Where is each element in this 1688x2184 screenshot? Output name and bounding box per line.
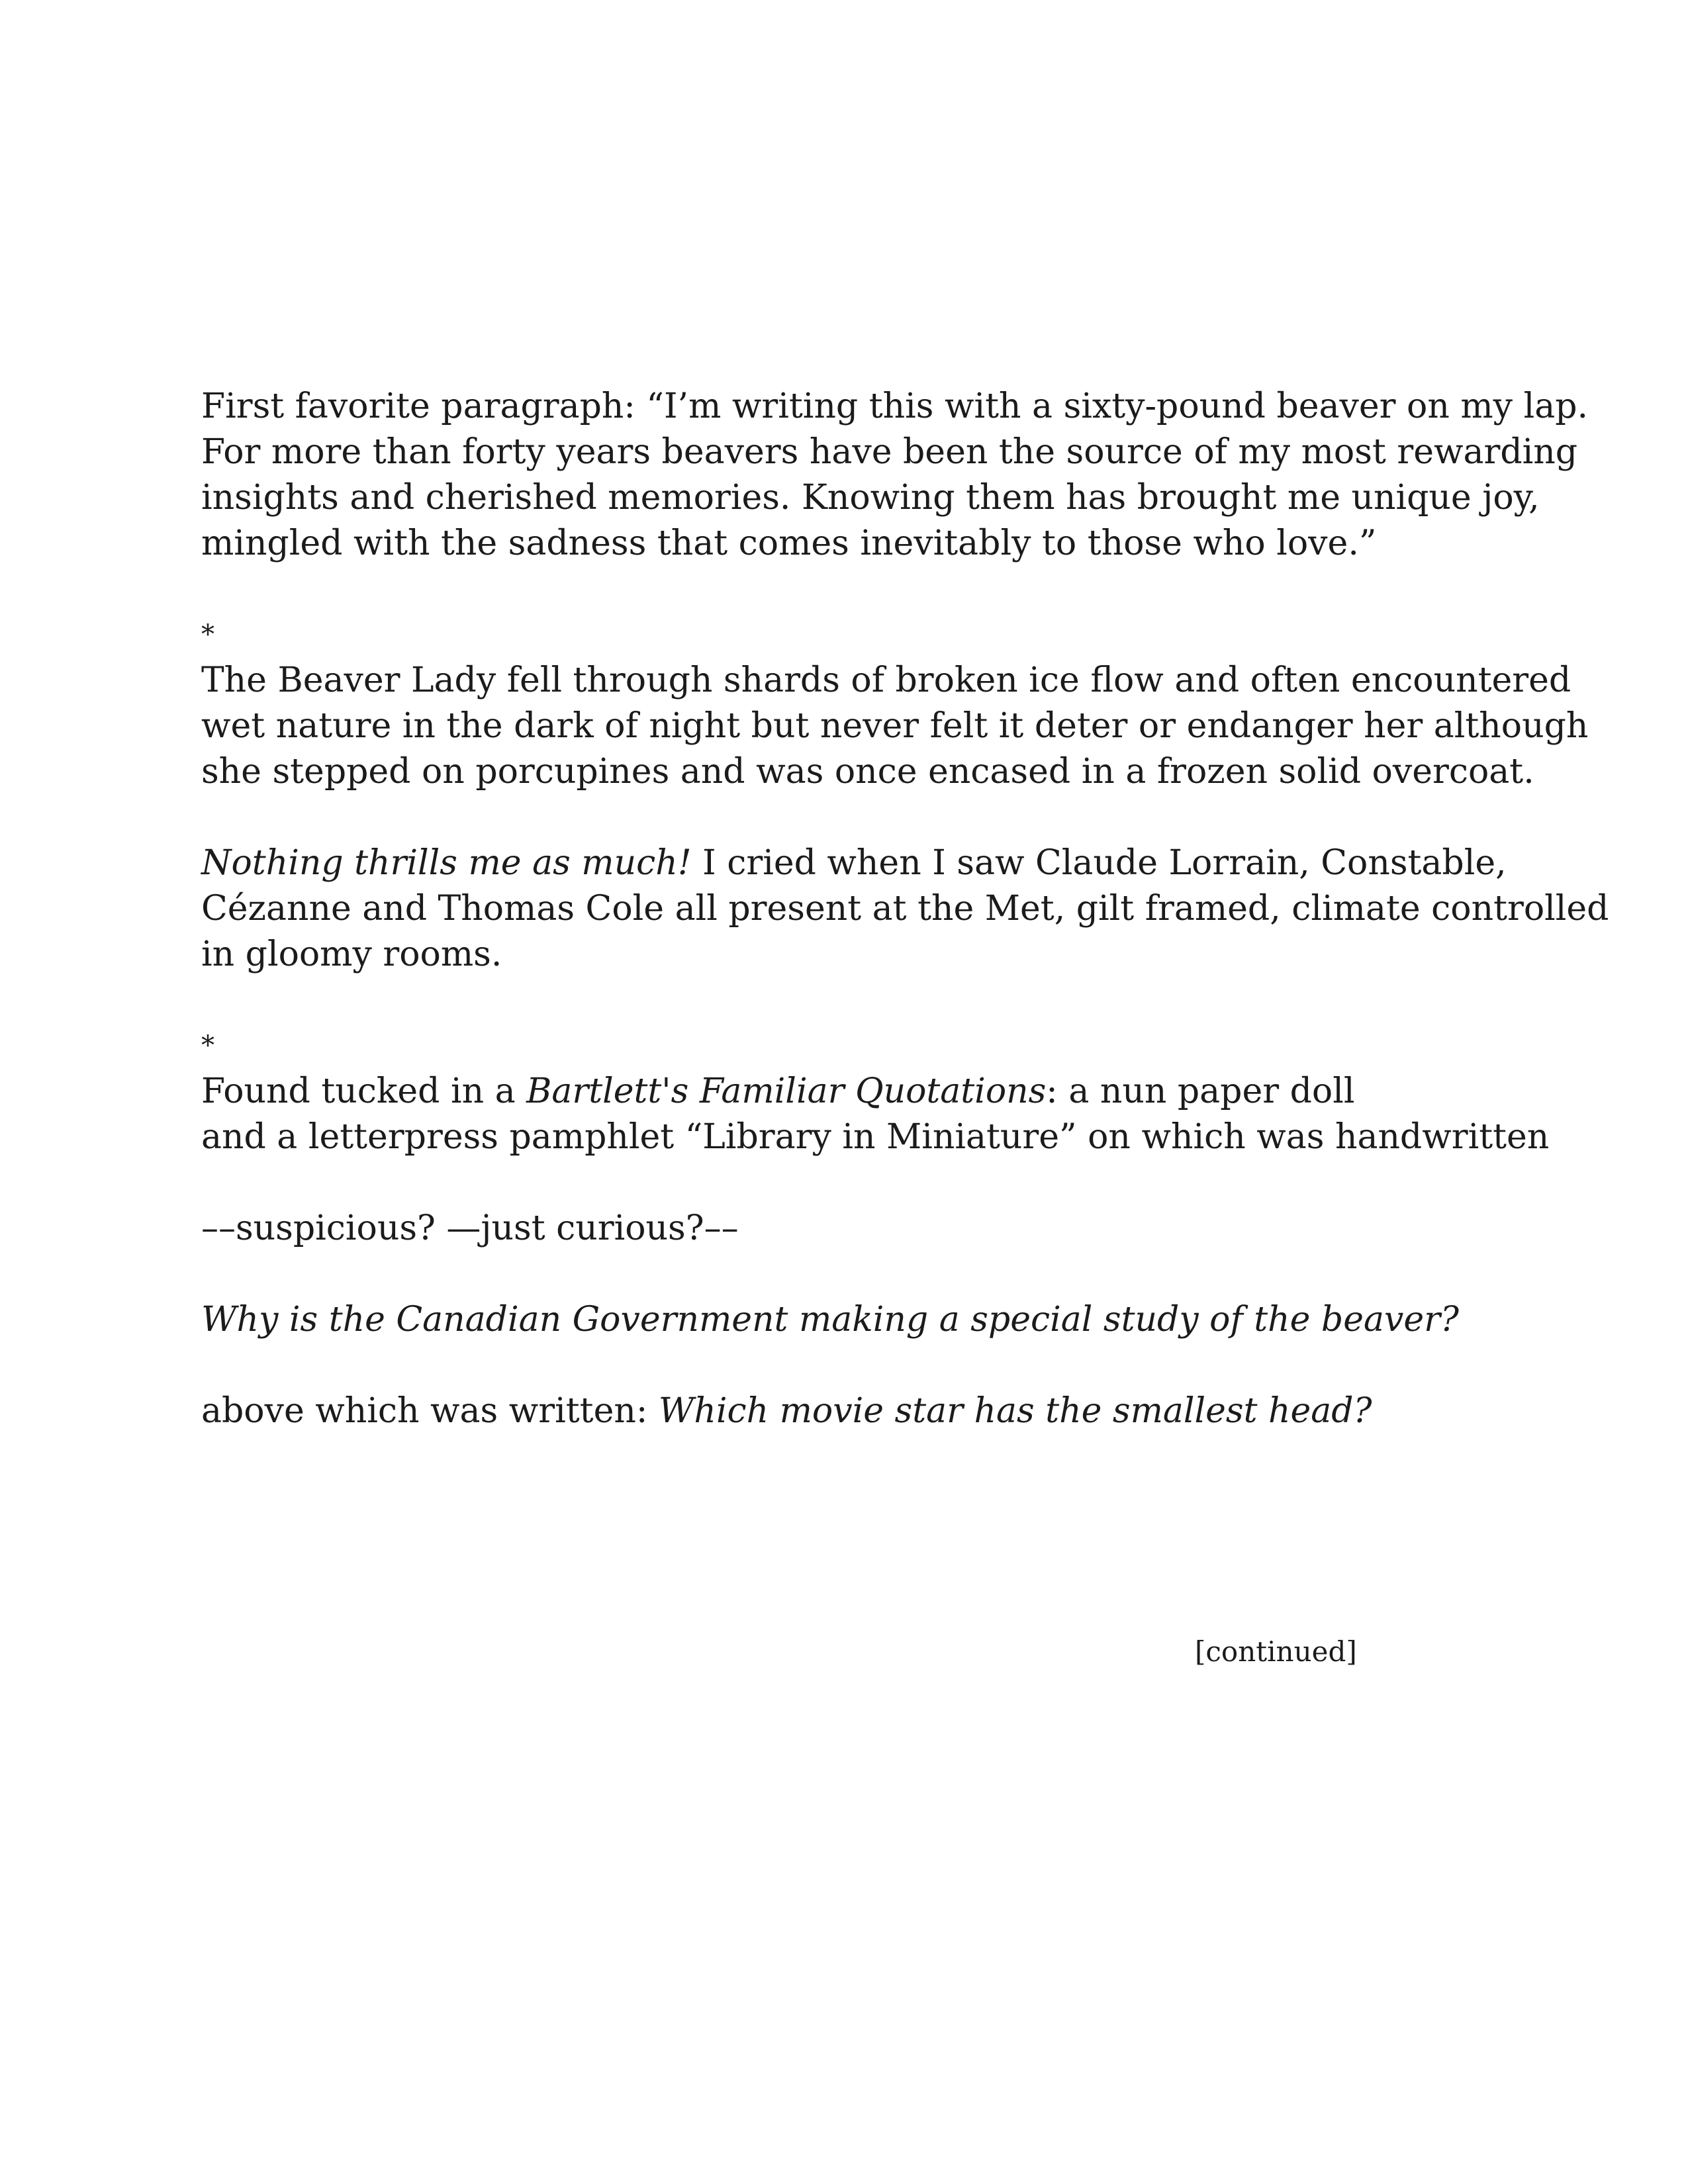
section-separator: * [201,619,214,650]
spacer [201,1343,1591,1388]
paragraph-met-paintings [201,841,1609,978]
spacer [201,978,1591,1023]
text-run: above which was written: [201,1391,659,1431]
closing-line [201,1388,1591,1434]
continued-marker: [continued] [1195,1635,1357,1668]
text-line [201,841,1591,886]
text-line: The Beaver Lady fell through shards of broken ice flow and often encountered [201,660,1571,700]
text-run: : a nun paper doll [1046,1071,1355,1111]
text-run: Found tucked in a [201,1071,527,1111]
book-title: Bartlett's Familiar Quotations [526,1071,1047,1111]
text-line: insights and cherished memories. Knowing them has brought me unique joy, [201,478,1540,518]
document-body [201,384,1609,1434]
section-separator: * [201,1030,214,1061]
emphasis-text: Nothing thrills me as much! [201,843,692,883]
spacer [201,1251,1591,1297]
spacer [201,567,1591,612]
text-line: and a letterpress pamphlet “Library in Miniature” on which was handwritten [201,1117,1550,1157]
text-line: mingled with the sadness that comes inevitably to those who love.” [201,523,1377,563]
text-line: she stepped on porcupines and was once encased in a frozen solid overcoat. [201,752,1534,792]
text-line: Cézanne and Thomas Cole all present at the Met, gilt framed, climate controlled [201,889,1609,929]
text-run: I cried when I saw Claude Lorrain, Constable, [691,843,1507,883]
text-line [201,1069,1591,1115]
text-line: First favorite paragraph: “I’m writing this with a sixty-pound beaver on my lap. [201,387,1589,426]
spacer [201,1160,1591,1206]
text-line: wet nature in the dark of night but never felt it deter or endanger her although [201,706,1589,746]
paragraph-beaver-quote [201,384,1591,567]
aside-line: ––suspicious? —just curious?–– [201,1208,739,1248]
question-line [201,1297,1591,1343]
question-text: Why is the Canadian Government making a special study of the beaver? [201,1300,1459,1340]
text-line: For more than forty years beavers have been the source of my most rewarding [201,432,1578,472]
text-line: in gloomy rooms. [201,934,502,974]
paragraph-bartletts [201,1069,1591,1160]
paragraph-beaver-lady [201,658,1591,795]
closing-question: Which movie star has the smallest head? [658,1391,1372,1431]
spacer [201,795,1591,841]
